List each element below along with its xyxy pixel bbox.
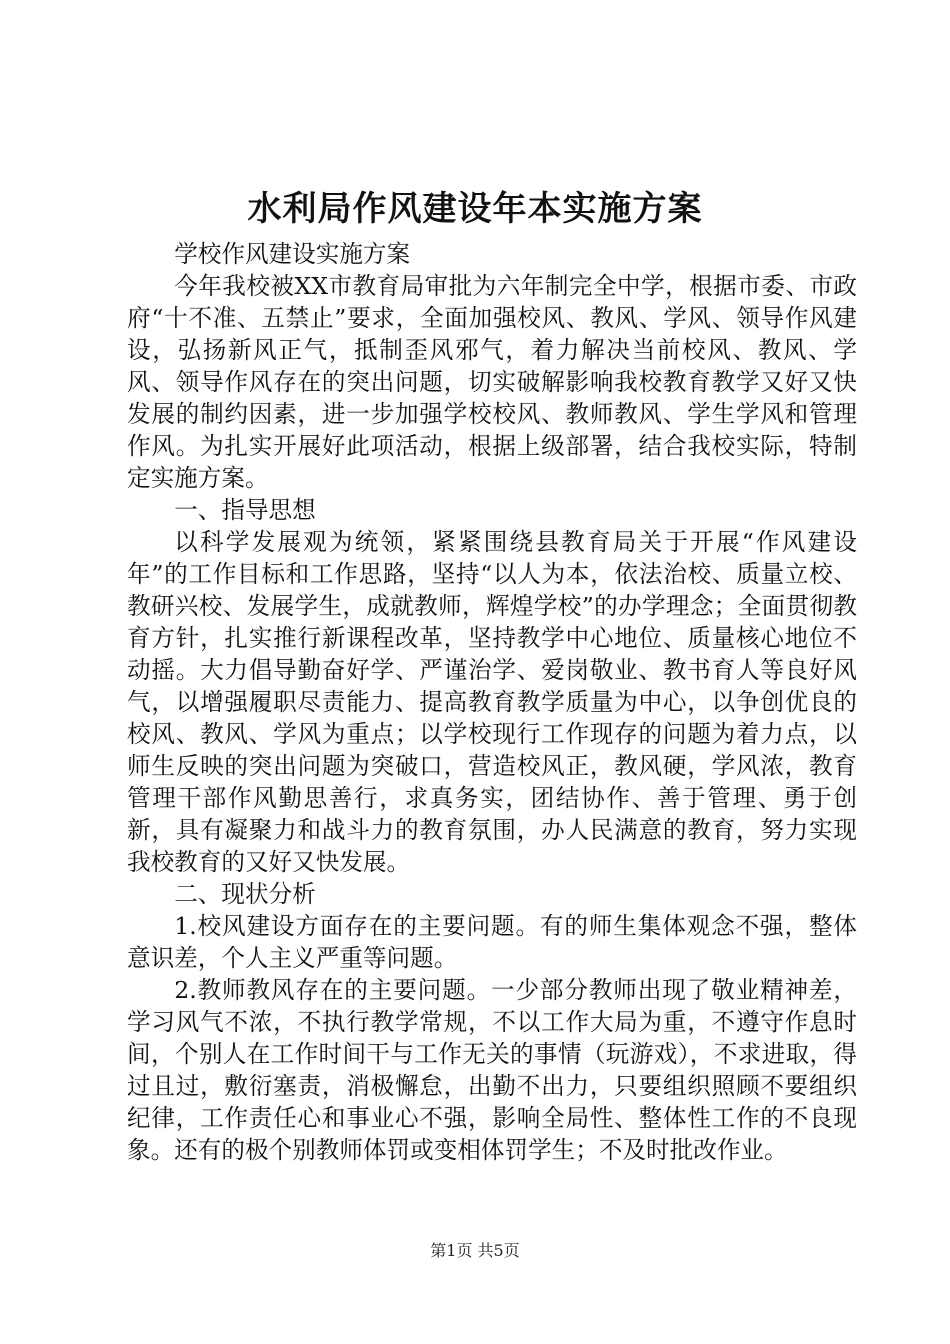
- paragraph-intro: 今年我校被XX市教育局审批为六年制完全中学，根据市委、市政府“十不准、五禁止”要求，全面加强校风、教风、学风、领导作风建设，弘扬新风正气，抵制歪风邪气，着力解决当前校风、教风、学风、领导作风存在的突出问题，切实破解影响我校教育教学又好又快发展的制约因素，进一步加强学校校风、教师教风、学生学风和管理作风。为扎实开展好此项活动，根据上级部署，结合我校实际，特制定实施方案。: [127, 272, 857, 492]
- page-footer: 第1页 共5页: [430, 1241, 520, 1260]
- paragraph-guiding-ideology: 以科学发展观为统领，紧紧围绕县教育局关于开展“作风建设年”的工作目标和工作思路，坚持“以人为本，依法治校、质量立校、教研兴校、发展学生，成就教师，辉煌学校”的办学理念；全面贯彻教育方针，扎实推行新课程改革，坚持教学中心地位、质量核心地位不动摇。大力倡导勤奋好学、严谨治学、爱岗敬业、教书育人等良好风气，以增强履职尽责能力、提高教育教学质量为中心，以争创优良的校风、教风、学风为重点；以学校现行工作现存的问题为着力点，以师生反映的突出问题为突破口，营造校风正，教风硬，学风浓，教育管理干部作风勤思善行，求真务实，团结协作、善于管理、勇于创新，具有凝聚力和战斗力的教育氛围，办人民满意的教育，努力实现我校教育的又好又快发展。: [127, 528, 857, 876]
- section-heading-guiding-ideology: 一、指导思想: [174, 496, 316, 524]
- document-title: 水利局作风建设年本实施方案: [247, 189, 703, 229]
- paragraph-school-style-issues: 1.校风建设方面存在的主要问题。有的师生集体观念不强，整体意识差，个人主义严重等问题。: [127, 912, 857, 972]
- paragraph-teaching-style-issues: 2.教师教风存在的主要问题。一少部分教师出现了敬业精神差，学习风气不浓，不执行教学常规，不以工作大局为重，不遵守作息时间，个别人在工作时间干与工作无关的事情（玩游戏），不求进取，得过且过，敷衍塞责，消极懈怠，出勤不出力，只要组织照顾不要组织纪律，工作责任心和事业心不强，影响全局性、整体性工作的不良现象。还有的极个别教师体罚或变相体罚学生；不及时批改作业。: [127, 976, 857, 1164]
- document-body: [127, 238, 857, 1166]
- paragraph-subtitle: 学校作风建设实施方案: [174, 240, 411, 268]
- section-heading-status-analysis: 二、现状分析: [174, 880, 316, 908]
